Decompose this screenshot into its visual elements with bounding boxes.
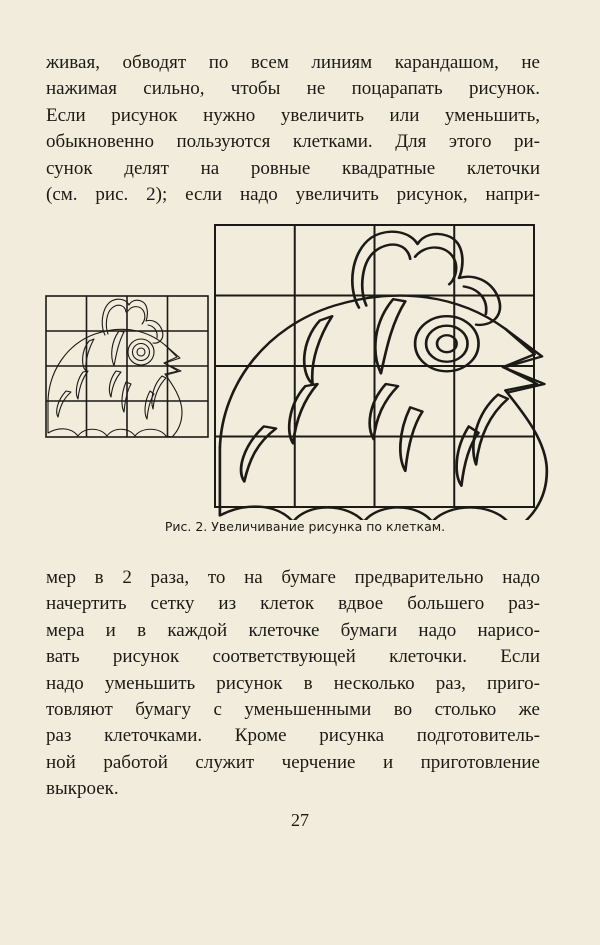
text-line: товляют бумагу с уменьшенными во столько же [46,699,540,721]
text-line: мер в 2 раза, то на бумаге предварительно надо [46,567,540,588]
text-line: (см. рис. 2); если надо увеличить рисунок, напри- [46,184,540,206]
text-line: раз клеточками. Кроме рисунка подготовитель- [46,725,540,747]
large-grid [215,225,547,520]
text-line: сунок делят на ровные квадратные клеточки [46,157,540,179]
text-line: нажимая сильно, чтобы не поцарапать рисунок. [46,78,540,100]
text-line: мера и в каждой клеточке бумаги надо нарисо- [46,619,540,641]
text-line: вать рисунок соответствующей клеточки. Если [46,646,540,668]
text-line: обыкновенно пользуются клетками. Для этого ри- [46,131,540,153]
text-line: живая, обводят по всем линиям карандашом, не [46,52,540,73]
small-grid [46,296,208,437]
page-number: 27 [291,810,309,830]
text-line: начертить сетку из клеток вдвое большего раз- [46,593,540,615]
body-paragraph-bottom [46,565,540,803]
text-line: выкроек. [46,778,119,800]
text-line: ной работой служит черчение и приготовление [46,751,540,773]
text-line: надо уменьшить рисунок в несколько раз, приго- [46,672,540,694]
figure-caption: Рис. 2. Увеличивание рисунка по клеткам. [164,519,446,534]
text-line: Если рисунок нужно увеличить или уменьшить, [46,104,540,126]
